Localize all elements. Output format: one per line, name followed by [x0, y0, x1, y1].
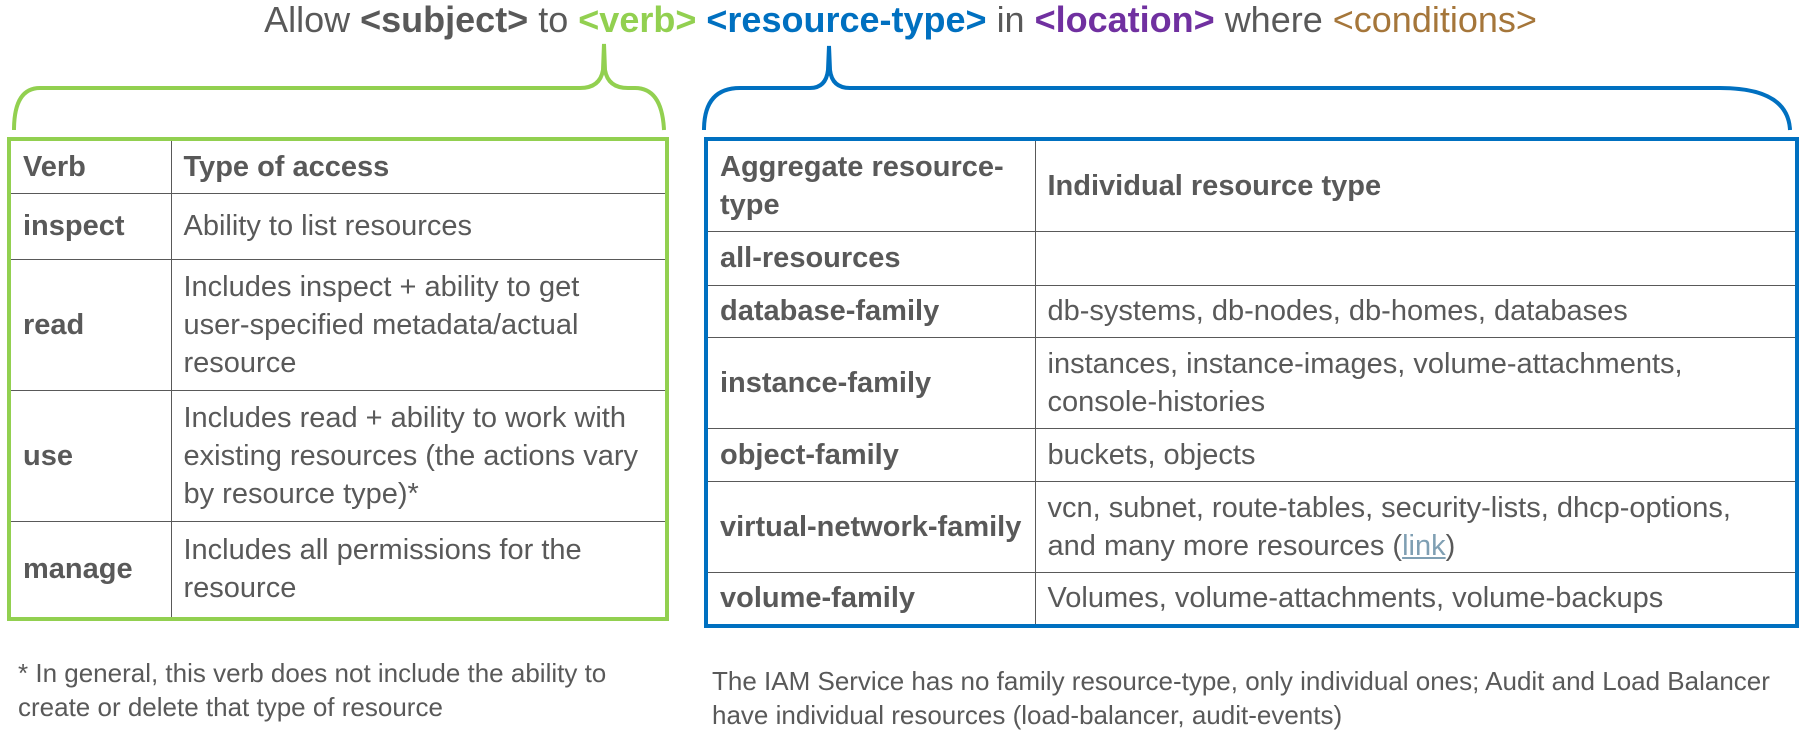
headline-location: <location>	[1034, 0, 1215, 40]
verb-cell: inspect	[11, 193, 171, 259]
headline-where: where	[1224, 0, 1323, 40]
aggregate-cell: instance-family	[708, 337, 1035, 428]
aggregate-cell: all-resources	[708, 231, 1035, 285]
individual-cell	[1035, 231, 1795, 285]
table-row	[708, 572, 1795, 624]
aggregate-cell: volume-family	[708, 572, 1035, 624]
individual-cell	[1035, 481, 1795, 572]
header-individual-resource-type: Individual resource type	[1035, 141, 1795, 231]
table-row	[11, 259, 665, 390]
header-type-of-access: Type of access	[171, 141, 665, 193]
iam-service-note: The IAM Service has no family resource-type, only individual ones; Audit and Load Balancer have individual resources (load-balancer, audit-events)	[712, 666, 1770, 730]
headline-resource-type: <resource-type>	[706, 0, 987, 40]
table-row	[708, 285, 1795, 337]
individual-cell: db-systems, db-nodes, db-homes, databases	[1035, 285, 1795, 337]
headline-verb: <verb>	[578, 0, 697, 40]
resource-type-brace	[690, 40, 1801, 140]
aggregate-cell: object-family	[708, 428, 1035, 481]
individual-cell: Volumes, volume-attachments, volume-backups	[1035, 572, 1795, 624]
verb-cell: manage	[11, 521, 171, 617]
headline-in: in	[996, 0, 1025, 40]
verb-cell: use	[11, 390, 171, 521]
access-cell: Includes all permissions for the resource	[171, 521, 665, 617]
access-cell: Includes read + ability to work with existing resources (the actions vary by resource type)*	[171, 390, 665, 521]
individual-text: vcn, subnet, route-tables, security-lists, dhcp-options, and many more resources (	[1047, 491, 1731, 562]
table-row	[11, 521, 665, 617]
header-aggregate-resource-type: Aggregate resource-type	[708, 141, 1035, 231]
verb-footnote: * In general, this verb does not include the ability to create or delete that type of resource	[18, 658, 607, 722]
table-row	[11, 390, 665, 521]
individual-cell: buckets, objects	[1035, 428, 1795, 481]
header-verb: Verb	[11, 141, 171, 193]
headline-subject: <subject>	[360, 0, 529, 40]
verb-brace	[0, 40, 680, 140]
table-row	[708, 428, 1795, 481]
aggregate-cell: database-family	[708, 285, 1035, 337]
headline-allow: Allow	[264, 0, 351, 40]
aggregate-cell: virtual-network-family	[708, 481, 1035, 572]
table-header-row	[11, 141, 665, 193]
access-cell: Includes inspect + ability to get user-specified metadata/actual resource	[171, 259, 665, 390]
headline-to: to	[538, 0, 569, 40]
resource-type-table	[708, 141, 1795, 624]
resources-link[interactable]: link	[1402, 529, 1446, 562]
individual-suffix: )	[1445, 529, 1456, 562]
access-cell: Ability to list resources	[171, 193, 665, 259]
table-row	[11, 193, 665, 259]
policy-syntax-headline	[0, 0, 1801, 40]
individual-cell: instances, instance-images, volume-attachments, console-histories	[1035, 337, 1795, 428]
table-row	[708, 481, 1795, 572]
verb-access-table	[11, 141, 665, 617]
table-row	[708, 337, 1795, 428]
verb-cell: read	[11, 259, 171, 390]
headline-conditions: <conditions>	[1332, 0, 1537, 40]
table-header-row	[708, 141, 1795, 231]
table-row	[708, 231, 1795, 285]
